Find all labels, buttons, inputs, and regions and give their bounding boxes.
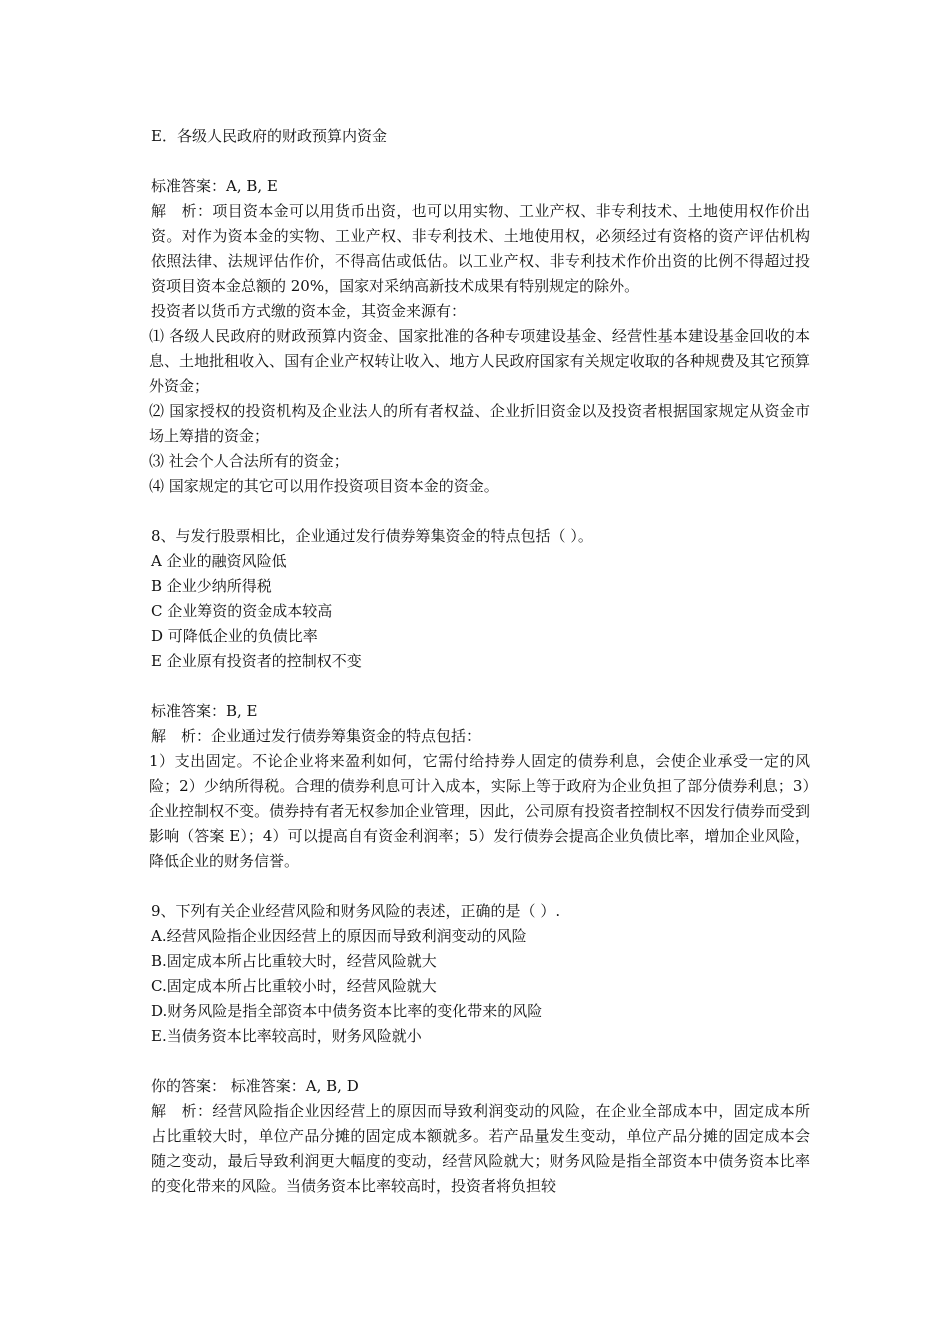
q8-option: C 企业筹资的资金成本较高: [151, 602, 333, 620]
q7-source-2: ⑵ 国家授权的投资机构及企业法人的所有者权益、企业折旧资金以及投资者根据国家规定从资金市场上筹措的资金；: [149, 402, 810, 445]
q8-analysis-body: 1）支出固定。不论企业将来盈利如何，它需付给持券人固定的债券利息，会使企业承受一定的风险；2）少纳所得税。合理的债券利息可计入成本，实际上等于政府为企业负担了部分债券利息；3）企业控制权不变。债券持有者无权参加企业管理，因此，公司原有投资者控制权不因发行债券而受到影响（答案 E）；4）可以提高自有资金利润率；5）发行债券会提高企业负债比率，增加企业风险，降低企业的财务信誉。: [149, 752, 810, 870]
document-page: [145, 124, 810, 1199]
q7-analysis: 解 析：项目资本金可以用货币出资，也可以用实物、工业产权、非专利技术、土地使用权作价出资。对作为资本金的实物、工业产权、非专利技术、土地使用权，必须经过有资格的资产评估机构依照法律、法规评估作价，不得高估或低估。以工业产权、非专利技术作价出资的比例不得超过投资项目资本金总额的 20%，国家对采纳高新技术成果有特别规定的除外。: [151, 202, 810, 295]
q8-analysis-intro: 解 析：企业通过发行债券筹集资金的特点包括：: [151, 727, 482, 745]
spacer: [145, 1049, 810, 1074]
q7-sources-intro: 投资者以货币方式缴的资本金，其资金来源有：: [151, 302, 467, 320]
q8-option: D 可降低企业的负债比率: [151, 627, 318, 645]
q9-option: E.当债务资本比率较高时，财务风险就小: [151, 1027, 422, 1045]
spacer: [145, 499, 810, 524]
q9-option: C.固定成本所占比重较小时，经营风险就大: [151, 977, 437, 995]
q8-answer: 标准答案：B, E: [151, 702, 258, 720]
q7-source-3: ⑶ 社会个人合法所有的资金；: [149, 452, 349, 470]
q9-option: A.经营风险指企业因经营上的原因而导致利润变动的风险: [151, 927, 527, 945]
q7-answer: 标准答案：A, B, E: [151, 177, 278, 195]
q7-source-1: ⑴ 各级人民政府的财政预算内资金、国家批准的各种专项建设基金、经营性基本建设基金回收的本息、土地批租收入、国有企业产权转让收入、地方人民政府国家有关规定收取的各种规费及其它预算外资金；: [149, 327, 810, 395]
q8-question: 8、与发行股票相比，企业通过发行债券筹集资金的特点包括（ ）。: [151, 527, 593, 545]
q8-option: A 企业的融资风险低: [151, 552, 287, 570]
spacer: [145, 149, 810, 174]
q7-option-e: E．各级人民政府的财政预算内资金: [151, 127, 387, 145]
q7-source-4: ⑷ 国家规定的其它可以用作投资项目资本金的资金。: [149, 477, 499, 495]
q9-question: 9、下列有关企业经营风险和财务风险的表述，正确的是（ ）.: [151, 902, 561, 920]
q9-option: B.固定成本所占比重较大时，经营风险就大: [151, 952, 437, 970]
q8-option: B 企业少纳所得税: [151, 577, 272, 595]
q9-option: D.财务风险是指全部资本中债务资本比率的变化带来的风险: [151, 1002, 543, 1020]
q9-answer: 你的答案： 标准答案：A, B, D: [151, 1077, 359, 1095]
spacer: [145, 874, 810, 899]
spacer: [145, 674, 810, 699]
q8-option: E 企业原有投资者的控制权不变: [151, 652, 362, 670]
q9-analysis: 解 析：经营风险指企业因经营上的原因而导致利润变动的风险，在企业全部成本中，固定成本所占比重较大时，单位产品分摊的固定成本额就多。若产品量发生变动，单位产品分摊的固定成本会随之变动，最后导致利润更大幅度的变动，经营风险就大；财务风险是指全部资本中债务资本比率的变化带来的风险。当债务资本比率较高时，投资者将负担较: [151, 1102, 810, 1195]
